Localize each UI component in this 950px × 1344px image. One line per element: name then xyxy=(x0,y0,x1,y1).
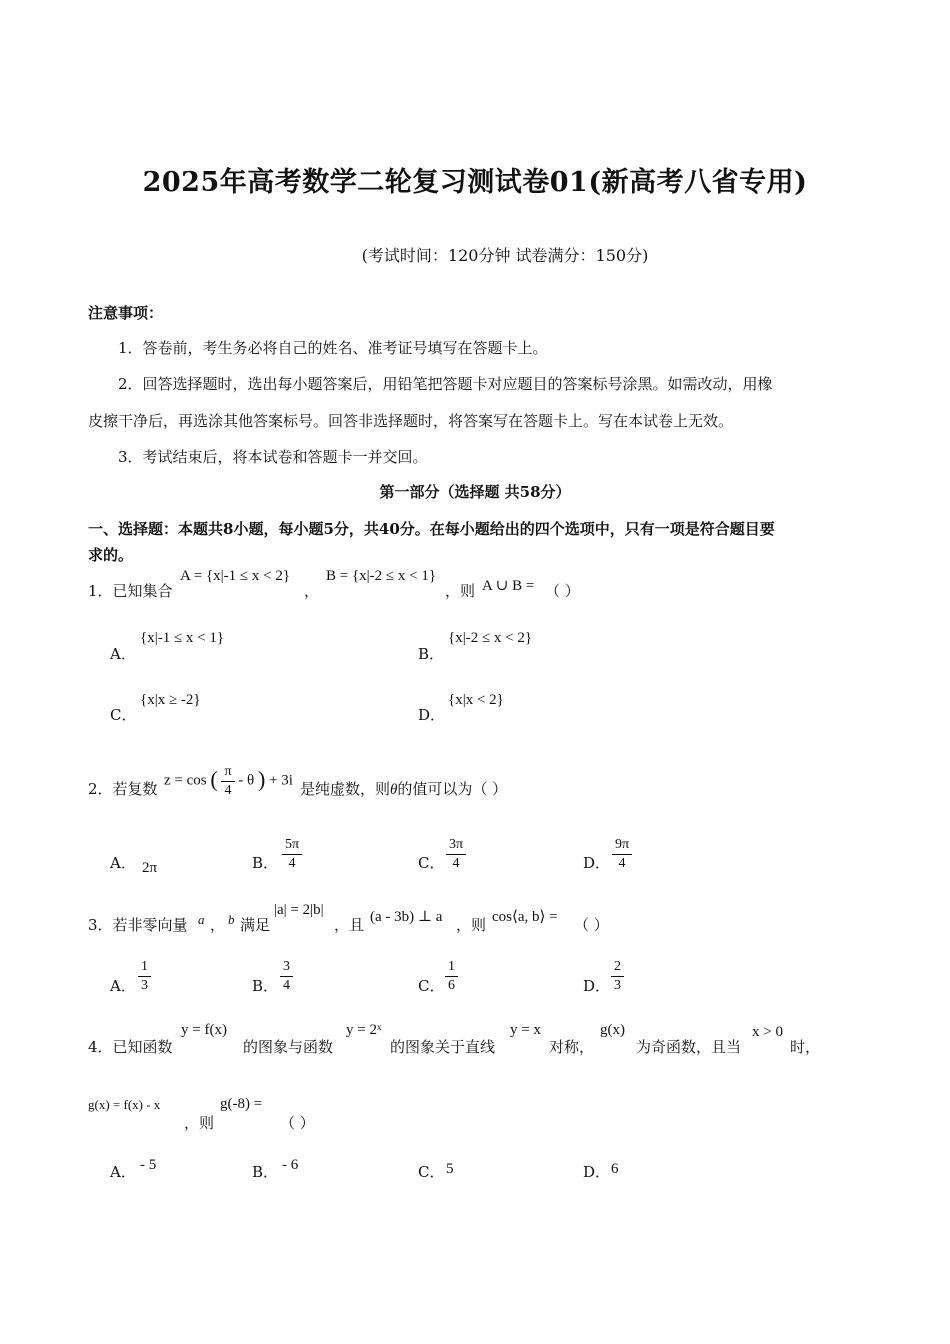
q4-text-5: 时， xyxy=(790,1038,821,1056)
q2-frac-num: π xyxy=(221,763,234,782)
q4-text-3: 对称， xyxy=(549,1038,595,1056)
q3-paren: （ ） xyxy=(574,916,609,934)
q1-stem: 1．已知集合 xyxy=(88,582,173,600)
q1-option-a: {x|-1 ≤ x < 1} xyxy=(140,630,225,646)
q4-text-1: 的图象与函数 xyxy=(243,1038,334,1056)
q3-b-num: 3 xyxy=(280,958,293,977)
q3-vector-b: b xyxy=(228,912,235,927)
q4-option-c: 5 xyxy=(446,1161,454,1177)
q4-option-d: 6 xyxy=(611,1161,619,1177)
q4-option-a-label: A． xyxy=(110,1163,136,1181)
part-heading: 第一部分（选择题 共58分） xyxy=(379,483,571,501)
q1-option-a-label: A． xyxy=(110,645,136,663)
q3-option-c-label: C． xyxy=(418,977,445,995)
q3-stem: 3．若非零向量 xyxy=(88,916,188,934)
q3-comma: ， xyxy=(210,916,226,934)
q3-c-den: 6 xyxy=(448,977,455,993)
q1-option-b: {x|-2 ≤ x < 2} xyxy=(448,630,533,646)
q2-left-paren: ( xyxy=(210,766,218,792)
q1-set-b: B = {x|-2 ≤ x < 1} xyxy=(326,568,437,584)
q1-option-c-label: C． xyxy=(110,706,137,724)
q2-d-den: 4 xyxy=(618,855,626,871)
q2-stem: 2．若复数 xyxy=(88,780,158,798)
q2-minus-theta: - θ xyxy=(238,772,255,789)
q2-c-num: 3π xyxy=(446,836,466,855)
q4-func-exp: y = 2ˣ xyxy=(346,1022,382,1038)
q2-plus-3i: + 3i xyxy=(269,772,293,789)
q4-func-f: y = f(x) xyxy=(181,1022,227,1038)
q2-z-cos: z = cos xyxy=(164,772,207,789)
q2-rest-text: 是纯虚数，则 xyxy=(300,780,391,798)
q2-d-num: 9π xyxy=(612,836,632,855)
q4-option-b: - 6 xyxy=(282,1157,299,1173)
q4-option-d-label: D． xyxy=(583,1163,611,1181)
q4-paren: （ ） xyxy=(280,1114,315,1132)
page-title: 2025年高考数学二轮复习测试卷01(新高考八省专用) xyxy=(142,167,808,198)
q4-option-c-label: C． xyxy=(418,1163,445,1181)
q3-option-d-label: D． xyxy=(583,977,611,995)
q2-option-a: 2π xyxy=(142,860,158,876)
q2-option-d xyxy=(612,836,632,872)
q1-option-b-label: B． xyxy=(418,645,445,663)
q3-option-a xyxy=(138,958,151,994)
q3-d-den: 3 xyxy=(614,977,621,993)
notice-item-2a: 2．回答选择题时，选出每小题答案后，用铅笔把答题卡对应题目的答案标号涂黑。如需改动，用橡 xyxy=(118,375,773,393)
notice-item-1: 1．答卷前，考生务必将自己的姓名、准考证号填写在答题卡上。 xyxy=(118,339,548,357)
section-heading-line2: 求的。 xyxy=(88,546,134,564)
q4-g-value: g(-8) = xyxy=(220,1096,263,1112)
notice-item-2b: 皮擦干净后，再选涂其他答案标号。回答非选择题时，将答案写在答题卡上。写在本试卷上无效。 xyxy=(88,412,734,430)
q3-option-b xyxy=(280,958,293,994)
q4-option-a: - 5 xyxy=(140,1157,157,1173)
q2-right-paren: ) xyxy=(257,766,266,792)
q3-perpendicular: (a - 3b) ⊥ a xyxy=(370,909,443,925)
exam-info: (考试时间：120分钟 试卷满分：150分) xyxy=(361,246,649,265)
q2-option-b-label: B． xyxy=(252,854,279,872)
q2-option-a-label: A． xyxy=(110,854,136,872)
q3-condition: |a| = 2|b| xyxy=(274,902,324,918)
q4-text-4: 为奇函数，且当 xyxy=(636,1038,742,1056)
notice-item-3: 3．考试结束后，将本试卷和答题卡一并交回。 xyxy=(118,448,428,466)
q4-stem: 4．已知函数 xyxy=(88,1038,173,1056)
q2-fraction xyxy=(221,763,234,799)
q1-comma: ， xyxy=(304,582,320,600)
q3-c-num: 1 xyxy=(445,958,458,977)
q1-option-d-label: D． xyxy=(418,706,446,724)
q4-option-b-label: B． xyxy=(252,1163,279,1181)
q4-line: y = x xyxy=(510,1022,541,1038)
q1-option-c: {x|x ≥ -2} xyxy=(140,692,201,708)
q2-theta: θ xyxy=(390,782,398,798)
q3-option-d xyxy=(611,958,624,994)
notice-heading: 注意事项： xyxy=(88,304,164,322)
q3-option-c xyxy=(445,958,458,994)
q3-cos: cos⟨a, b⟩ = xyxy=(492,909,558,925)
q2-option-b xyxy=(282,836,302,872)
q3-vector-a: a xyxy=(198,912,205,927)
q3-satisfy: 满足 xyxy=(240,916,271,934)
q2-rest xyxy=(300,778,507,799)
q3-a-num: 1 xyxy=(138,958,151,977)
q3-then: ，则 xyxy=(456,916,487,934)
q2-option-d-label: D． xyxy=(583,854,611,872)
q2-frac-den: 4 xyxy=(224,782,232,798)
q3-a-den: 3 xyxy=(141,977,148,993)
q1-union: A ∪ B = xyxy=(482,578,535,594)
q2-rest2-text: 的值可以为（ ） xyxy=(397,780,508,798)
q4-text-2: 的图象关于直线 xyxy=(390,1038,496,1056)
q3-option-a-label: A． xyxy=(110,977,136,995)
q4-condition: x > 0 xyxy=(752,1024,783,1040)
section-heading-line1: 一、选择题：本题共8小题，每小题5分，共40分。在每小题给出的四个选项中，只有一项是符合题目要 xyxy=(88,520,775,538)
q1-then: ，则 xyxy=(445,582,476,600)
q3-b-den: 4 xyxy=(283,977,290,993)
q2-c-den: 4 xyxy=(452,855,460,871)
q3-d-num: 2 xyxy=(611,958,624,977)
q4-g-definition: g(x) = f(x) - x xyxy=(88,1097,161,1112)
q3-and: ，且 xyxy=(334,916,365,934)
q2-option-c-label: C． xyxy=(418,854,445,872)
q1-option-d: {x|x < 2} xyxy=(448,692,504,708)
q3-option-b-label: B． xyxy=(252,977,279,995)
q4-func-g: g(x) xyxy=(600,1022,625,1038)
q1-set-a: A = {x|-1 ≤ x < 2} xyxy=(180,568,291,584)
q2-z xyxy=(164,763,293,799)
q2-b-den: 4 xyxy=(288,855,296,871)
q1-paren: （ ） xyxy=(545,582,580,600)
q2-b-num: 5π xyxy=(282,836,302,855)
q4-then: ，则 xyxy=(184,1114,215,1132)
q2-option-c xyxy=(446,836,466,872)
